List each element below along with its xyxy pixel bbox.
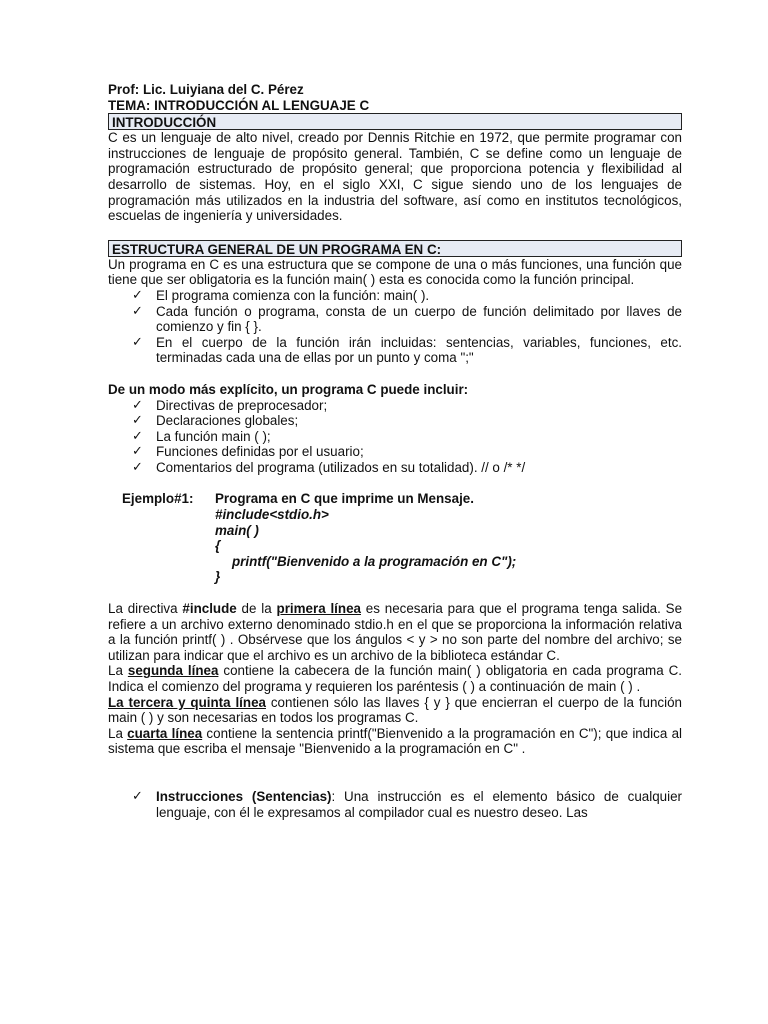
section-heading-intro: INTRODUCCIÓN bbox=[108, 113, 682, 130]
code-example bbox=[108, 491, 682, 585]
instructions-checklist bbox=[108, 789, 682, 820]
topic-line: TEMA: INTRODUCCIÓN AL LENGUAJE C bbox=[108, 97, 370, 113]
explanation-paragraph-3: La tercera y quinta línea contienen sólo las llaves { y } que encierran el cuerpo de la función main ( ) y son necesarias en todos los programas C. bbox=[108, 694, 682, 726]
author-line: Prof: Lic. Luiyiana del C. Pérez bbox=[108, 82, 304, 97]
explanation-paragraph-4: La cuarta línea contiene la sentencia printf("Bienvenido a la programación en C"); que indica al sistema que escriba el mensaje "Bienvenido a la programación en C" . bbox=[108, 725, 682, 757]
explanation-paragraph-2: La segunda línea contiene la cabecera de la función main( ) obligatoria en cada programa C. Indica el comienzo del programa y requieren los paréntesis ( ) a continuación de main ( ) . bbox=[108, 663, 683, 694]
list-item: ✓ En el cuerpo de la función irán incluidas: sentencias, variables, funciones, etc. terminadas cada una de ellas por un punto y coma ";" bbox=[132, 335, 682, 366]
list-item: ✓ Comentarios del programa (utilizados en su totalidad). // o /* */ bbox=[132, 460, 682, 476]
example-title: Programa en C que imprime un Mensaje. bbox=[215, 491, 474, 507]
list-item: ✓ Declaraciones globales; bbox=[132, 413, 682, 429]
example-label: Ejemplo#1: bbox=[122, 491, 194, 507]
intro-paragraph: C es un lenguaje de alto nivel, creado por Dennis Ritchie en 1972, que permite programar con instrucciones de lenguaje de propósito general. También, C se define como un lenguaje de programación estructurado de propósito general; que proporciona potencia y flexibilidad al desarrollo de sistemas. Hoy, en el siglo XXI, C sigue siendo uno de los lenguajes de programación más utilizados en la industria del software, así como en institutos tecnológicos, escuelas de ingeniería y universidades. bbox=[108, 130, 682, 224]
code-line: main( ) bbox=[215, 522, 259, 538]
structure-paragraph: Un programa en C es una estructura que se compone de una o más funciones, una función que tiene que ser obligatoria es la función main( ) esta es conocida como la función principal. bbox=[108, 256, 682, 288]
code-line: printf("Bienvenido a la programación en C"); bbox=[232, 553, 517, 569]
list-item: ✓ Cada función o programa, consta de un cuerpo de función delimitado por llaves de comienzo y fin { }. bbox=[132, 304, 682, 335]
document-page bbox=[108, 82, 682, 820]
list-item: ✓ Funciones definidas por el usuario; bbox=[132, 444, 682, 460]
section-heading-structure: ESTRUCTURA GENERAL DE UN PROGRAMA EN C: bbox=[108, 240, 682, 257]
list-item: ✓ El programa comienza con la función: main( ). bbox=[132, 288, 682, 304]
list-item: ✓ Instrucciones (Sentencias): Una instrucción es el elemento básico de cualquier lenguaje, con él le expresamos al compilador cual es nuestro deseo. Las bbox=[132, 789, 682, 820]
code-line: { bbox=[215, 538, 221, 554]
list-item: ✓ La función main ( ); bbox=[132, 429, 682, 445]
explicit-checklist bbox=[108, 398, 682, 476]
code-line: #include<stdio.h> bbox=[215, 507, 329, 523]
list-item: ✓ Directivas de preprocesador; bbox=[132, 398, 682, 414]
explicit-heading: De un modo más explícito, un programa C puede incluir: bbox=[108, 381, 469, 397]
explanation-paragraph-1: La directiva #include de la primera línea es necesaria para que el programa tenga salida. Se refiere a un archivo externo denominado stdio.h en el que se proporciona la información relativa a la función printf( ) . Obsérvese que los ángulos < y > no son parte del nombre del archivo; se utilizan para indicar que el archivo es un archivo de la biblioteca estándar C. bbox=[108, 601, 683, 663]
code-line: } bbox=[215, 569, 221, 585]
structure-checklist bbox=[108, 288, 682, 366]
